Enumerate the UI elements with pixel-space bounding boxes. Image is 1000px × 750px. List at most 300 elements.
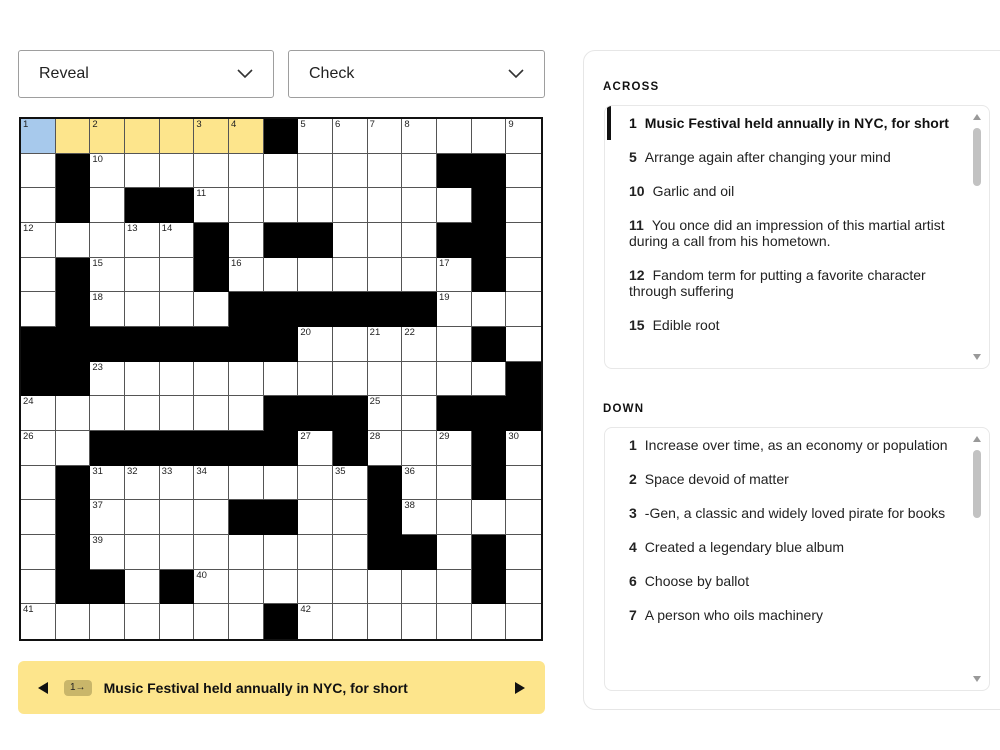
grid-cell[interactable]	[90, 500, 125, 535]
grid-cell-black	[368, 500, 403, 535]
grid-cell[interactable]	[125, 362, 160, 397]
grid-cell[interactable]	[21, 154, 56, 189]
grid-cell[interactable]	[298, 570, 333, 605]
grid-cell[interactable]	[125, 500, 160, 535]
grid-cell[interactable]	[402, 119, 437, 154]
grid-cell[interactable]	[437, 258, 472, 293]
down-scrollbar[interactable]	[973, 436, 981, 682]
down-heading: DOWN	[603, 403, 645, 415]
cell-number: 12	[23, 223, 34, 234]
grid-cell[interactable]	[368, 258, 403, 293]
grid-cell[interactable]	[437, 570, 472, 605]
grid-cell-black	[368, 535, 403, 570]
cell-number: 9	[508, 119, 514, 130]
grid-cell-black	[472, 327, 507, 362]
grid-cell[interactable]	[90, 154, 125, 189]
grid-cell-black	[56, 535, 91, 570]
grid-cell[interactable]	[368, 604, 403, 639]
grid-cell[interactable]	[160, 396, 195, 431]
grid-cell[interactable]	[56, 604, 91, 639]
down-clue-item[interactable]	[605, 598, 989, 632]
grid-cell[interactable]	[298, 466, 333, 501]
across-clue-item[interactable]	[605, 208, 989, 258]
grid-cell[interactable]	[333, 604, 368, 639]
grid-cell[interactable]	[194, 154, 229, 189]
clue-direction-badge: 1→	[64, 680, 92, 696]
grid-cell[interactable]	[472, 362, 507, 397]
cell-number: 42	[300, 604, 311, 616]
grid-cell[interactable]	[298, 258, 333, 293]
cell-number: 25	[369, 396, 381, 408]
grid-cell-black	[56, 292, 91, 327]
clue-number: 6	[629, 573, 637, 589]
grid-cell[interactable]	[264, 570, 299, 605]
cell-number: 17	[439, 257, 450, 269]
grid-cell[interactable]	[402, 223, 437, 258]
grid-cell[interactable]	[437, 604, 472, 639]
grid-cell[interactable]	[21, 396, 56, 431]
grid-cell[interactable]	[506, 466, 541, 501]
grid-cell[interactable]	[506, 223, 541, 258]
cell-number: 37	[92, 500, 103, 512]
grid-cell-black	[160, 188, 195, 223]
cell-number: 6	[335, 119, 341, 130]
grid-cell-black	[333, 431, 368, 466]
cell-number: 21	[369, 327, 381, 338]
cell-number: 38	[404, 500, 415, 512]
grid-cell[interactable]	[437, 188, 472, 223]
grid-cell[interactable]	[21, 466, 56, 501]
across-clue-item[interactable]	[605, 106, 989, 140]
grid-cell[interactable]	[229, 362, 264, 397]
grid-cell[interactable]	[333, 223, 368, 258]
grid-cell-black	[368, 466, 403, 501]
grid-cell[interactable]	[56, 223, 91, 258]
grid-cell-black	[125, 431, 160, 466]
grid-cell[interactable]	[368, 396, 403, 431]
grid-cell-black	[368, 292, 403, 327]
grid-cell[interactable]	[90, 223, 125, 258]
cell-number: 3	[196, 119, 202, 130]
across-clue-item[interactable]	[605, 258, 989, 308]
cell-number: 29	[439, 431, 450, 442]
grid-cell[interactable]	[506, 431, 541, 466]
cell-number: 32	[127, 465, 138, 477]
grid-cell[interactable]	[125, 535, 160, 570]
clue-number: 10	[629, 183, 645, 199]
cell-number: 20	[300, 327, 311, 338]
across-scrollbar[interactable]	[973, 114, 981, 360]
grid-cell[interactable]	[229, 604, 264, 639]
grid-cell[interactable]	[368, 223, 403, 258]
grid-cell[interactable]	[368, 327, 403, 362]
grid-cell[interactable]	[125, 604, 160, 639]
grid-cell[interactable]	[402, 258, 437, 293]
grid-cell[interactable]	[90, 119, 125, 154]
down-clue-item[interactable]	[605, 564, 989, 598]
current-clue-text: Music Festival held annually in NYC, for short	[103, 679, 408, 696]
down-clue-list[interactable]	[604, 427, 990, 691]
grid-cell[interactable]	[437, 362, 472, 397]
grid-cell[interactable]	[298, 535, 333, 570]
grid-cell[interactable]	[333, 466, 368, 501]
previous-clue-icon[interactable]	[36, 681, 50, 695]
grid-cell[interactable]	[194, 535, 229, 570]
grid-cell-black	[437, 154, 472, 189]
grid-cell-black	[90, 431, 125, 466]
cell-number: 5	[300, 119, 306, 130]
grid-cell[interactable]	[160, 258, 195, 293]
grid-cell-black	[264, 119, 299, 154]
scroll-down-icon[interactable]	[973, 676, 981, 682]
grid-cell-black	[264, 223, 299, 258]
grid-cell[interactable]	[90, 396, 125, 431]
grid-cell[interactable]	[229, 154, 264, 189]
clue-text: A person who oils machinery	[644, 607, 823, 623]
grid-cell-black	[229, 327, 264, 362]
down-clue-item[interactable]	[605, 530, 989, 564]
grid-cell[interactable]	[21, 431, 56, 466]
grid-cell-black	[333, 396, 368, 431]
grid-cell[interactable]	[229, 466, 264, 501]
grid-cell[interactable]	[333, 258, 368, 293]
grid-cell[interactable]	[229, 396, 264, 431]
grid-cell[interactable]	[368, 188, 403, 223]
grid-cell[interactable]	[506, 188, 541, 223]
grid-cell[interactable]	[56, 396, 91, 431]
grid-cell[interactable]	[160, 223, 195, 258]
grid-cell[interactable]	[90, 258, 125, 293]
grid-cell-black	[229, 500, 264, 535]
cell-number: 4	[231, 119, 237, 130]
grid-cell[interactable]	[90, 188, 125, 223]
grid-cell[interactable]	[402, 431, 437, 466]
grid-cell[interactable]	[298, 327, 333, 362]
grid-cell[interactable]	[506, 604, 541, 639]
grid-cell[interactable]	[402, 362, 437, 397]
cell-number: 8	[404, 119, 410, 130]
grid-cell[interactable]	[333, 327, 368, 362]
grid-cell-black	[264, 431, 299, 466]
cell-number: 26	[23, 431, 34, 442]
grid-cell-black	[194, 327, 229, 362]
clue-number: 5	[629, 149, 637, 165]
grid-cell-black	[506, 396, 541, 431]
grid-cell[interactable]	[264, 188, 299, 223]
cell-number: 31	[92, 465, 103, 477]
grid-cell[interactable]	[368, 119, 403, 154]
grid-cell[interactable]	[506, 570, 541, 605]
grid-cell[interactable]	[506, 327, 541, 362]
clue-text: Garlic and oil	[652, 183, 735, 199]
clue-number: 7	[629, 607, 637, 623]
grid-cell[interactable]	[90, 535, 125, 570]
grid-cell[interactable]	[368, 154, 403, 189]
grid-cell[interactable]	[333, 535, 368, 570]
grid-cell[interactable]	[21, 570, 56, 605]
grid-cell-black	[472, 570, 507, 605]
clue-number: 3	[629, 505, 637, 521]
grid-cell-black	[472, 466, 507, 501]
grid-cell[interactable]	[229, 119, 264, 154]
grid-cell[interactable]	[298, 119, 333, 154]
grid-cell-black	[298, 292, 333, 327]
grid-cell[interactable]	[264, 154, 299, 189]
chevron-down-icon	[237, 69, 253, 79]
grid-cell[interactable]	[194, 188, 229, 223]
grid-cell-black	[472, 431, 507, 466]
grid-cell-black	[56, 500, 91, 535]
clue-text: Fandom term for putting a favorite character through suffering	[629, 267, 926, 299]
grid-cell[interactable]	[506, 292, 541, 327]
cell-number: 28	[369, 431, 381, 442]
grid-cell-black	[160, 570, 195, 605]
cell-number: 35	[335, 465, 346, 477]
clue-text: Created a legendary blue album	[644, 539, 845, 555]
cell-number: 2	[92, 119, 98, 130]
check-dropdown[interactable]	[288, 50, 545, 98]
grid-cell[interactable]	[437, 466, 472, 501]
grid-cell[interactable]	[229, 258, 264, 293]
clue-number: 2	[629, 471, 637, 487]
scroll-thumb[interactable]	[973, 450, 981, 518]
current-clue-bar	[18, 661, 545, 714]
grid-cell[interactable]	[402, 327, 437, 362]
cell-number: 14	[161, 223, 173, 234]
cell-number: 10	[92, 153, 103, 165]
grid-cell-black	[264, 604, 299, 639]
grid-cell[interactable]	[56, 431, 91, 466]
grid-cell[interactable]	[333, 362, 368, 397]
grid-cell[interactable]	[194, 570, 229, 605]
grid-cell-black	[229, 292, 264, 327]
grid-cell[interactable]	[506, 119, 541, 154]
grid-cell[interactable]	[160, 119, 195, 154]
grid-cell[interactable]	[21, 119, 56, 154]
grid-cell[interactable]	[160, 466, 195, 501]
grid-cell[interactable]	[264, 535, 299, 570]
grid-cell[interactable]	[194, 362, 229, 397]
cell-number: 27	[300, 431, 311, 442]
cell-number: 24	[23, 396, 34, 408]
clue-text: Arrange again after changing your mind	[644, 149, 891, 165]
grid-cell[interactable]	[472, 119, 507, 154]
grid-cell[interactable]	[90, 604, 125, 639]
grid-cell[interactable]	[437, 431, 472, 466]
cell-number: 18	[92, 292, 103, 304]
grid-cell[interactable]	[298, 362, 333, 397]
grid-cell-black	[90, 327, 125, 362]
grid-cell[interactable]	[298, 500, 333, 535]
grid-cell[interactable]	[21, 188, 56, 223]
grid-cell-black	[472, 396, 507, 431]
grid-cell[interactable]	[125, 466, 160, 501]
grid-cell[interactable]	[402, 188, 437, 223]
grid-cell[interactable]	[402, 466, 437, 501]
cell-number: 33	[161, 465, 173, 477]
clue-text: Edible root	[652, 317, 720, 333]
clue-number: 1	[629, 437, 637, 453]
cell-number: 13	[127, 223, 138, 234]
grid-cell-black	[472, 154, 507, 189]
grid-cell-black	[160, 327, 195, 362]
grid-cell[interactable]	[160, 535, 195, 570]
grid-cell[interactable]	[298, 431, 333, 466]
grid-cell[interactable]	[229, 188, 264, 223]
grid-cell[interactable]	[194, 292, 229, 327]
check-dropdown-label: Check	[309, 65, 355, 82]
grid-cell[interactable]	[21, 258, 56, 293]
grid-cell-black	[160, 431, 195, 466]
grid-cell-black	[298, 223, 333, 258]
grid-cell[interactable]	[368, 362, 403, 397]
grid-cell-black	[402, 535, 437, 570]
clue-text: You once did an impression of this martial artist during a call from his hometown.	[629, 217, 945, 249]
grid-cell[interactable]	[472, 500, 507, 535]
grid-cell-black	[437, 223, 472, 258]
grid-cell[interactable]	[160, 292, 195, 327]
grid-cell-black	[125, 327, 160, 362]
across-clue-list[interactable]	[604, 105, 990, 369]
grid-cell-black	[472, 188, 507, 223]
grid-cell[interactable]	[90, 292, 125, 327]
across-clue-item[interactable]	[605, 308, 989, 342]
grid-cell[interactable]	[90, 362, 125, 397]
grid-cell[interactable]	[402, 396, 437, 431]
clue-number: 1	[629, 115, 637, 131]
grid-cell-black	[229, 431, 264, 466]
grid-cell[interactable]	[125, 292, 160, 327]
chevron-down-icon	[508, 69, 524, 79]
grid-cell-black	[264, 500, 299, 535]
across-clue-item[interactable]	[605, 140, 989, 174]
grid-cell-black	[90, 570, 125, 605]
scroll-thumb[interactable]	[973, 128, 981, 186]
grid-cell-black	[472, 535, 507, 570]
grid-cell[interactable]	[56, 119, 91, 154]
grid-cell[interactable]	[21, 292, 56, 327]
grid-cell[interactable]	[160, 500, 195, 535]
grid-cell-black	[125, 188, 160, 223]
down-clue-item[interactable]	[605, 428, 989, 462]
grid-cell[interactable]	[437, 292, 472, 327]
grid-cell[interactable]	[368, 570, 403, 605]
grid-cell[interactable]	[125, 119, 160, 154]
cell-number: 22	[404, 327, 415, 338]
grid-cell[interactable]	[333, 154, 368, 189]
grid-cell[interactable]	[506, 500, 541, 535]
grid-cell[interactable]	[90, 466, 125, 501]
grid-cell[interactable]	[437, 500, 472, 535]
grid-cell[interactable]	[229, 570, 264, 605]
grid-cell[interactable]	[160, 604, 195, 639]
cell-number: 41	[23, 604, 34, 616]
grid-cell[interactable]	[437, 327, 472, 362]
grid-cell[interactable]	[160, 362, 195, 397]
clue-number: 4	[629, 539, 637, 555]
grid-cell[interactable]	[229, 535, 264, 570]
next-clue-icon[interactable]	[513, 681, 527, 695]
clue-text: Music Festival held annually in NYC, for short	[644, 115, 949, 131]
cell-number: 11	[196, 188, 207, 200]
grid-cell[interactable]	[194, 500, 229, 535]
down-clue-item[interactable]	[605, 496, 989, 530]
grid-cell[interactable]	[402, 154, 437, 189]
grid-cell[interactable]	[506, 154, 541, 189]
cell-number: 40	[196, 569, 207, 581]
grid-cell[interactable]	[437, 535, 472, 570]
grid-cell[interactable]	[125, 223, 160, 258]
grid-cell-black	[21, 362, 56, 397]
grid-cell[interactable]	[402, 500, 437, 535]
grid-cell[interactable]	[298, 154, 333, 189]
grid-cell[interactable]	[264, 362, 299, 397]
grid-cell[interactable]	[194, 466, 229, 501]
grid-cell-black	[264, 396, 299, 431]
grid-cell[interactable]	[437, 119, 472, 154]
grid-cell[interactable]	[368, 431, 403, 466]
grid-cell-black	[21, 327, 56, 362]
grid-cell[interactable]	[21, 535, 56, 570]
grid-cell[interactable]	[21, 500, 56, 535]
grid-cell[interactable]	[298, 604, 333, 639]
reveal-dropdown[interactable]	[18, 50, 274, 98]
grid-cell[interactable]	[125, 570, 160, 605]
grid-cell[interactable]	[333, 188, 368, 223]
crossword-grid	[19, 117, 543, 641]
scroll-up-icon[interactable]	[973, 436, 981, 442]
across-clue-item[interactable]	[605, 174, 989, 208]
grid-cell[interactable]	[333, 119, 368, 154]
scroll-up-icon[interactable]	[973, 114, 981, 120]
grid-cell[interactable]	[21, 604, 56, 639]
grid-cell-black	[194, 223, 229, 258]
reveal-dropdown-label: Reveal	[39, 65, 89, 82]
scroll-down-icon[interactable]	[973, 354, 981, 360]
grid-cell[interactable]	[333, 500, 368, 535]
clue-text: Increase over time, as an economy or population	[644, 437, 948, 453]
grid-cell[interactable]	[125, 396, 160, 431]
grid-cell-black	[56, 466, 91, 501]
grid-cell[interactable]	[125, 154, 160, 189]
grid-cell[interactable]	[333, 570, 368, 605]
grid-cell[interactable]	[402, 570, 437, 605]
grid-cell[interactable]	[160, 154, 195, 189]
grid-cell[interactable]	[194, 604, 229, 639]
across-heading: ACROSS	[603, 81, 660, 93]
grid-cell[interactable]	[194, 119, 229, 154]
grid-cell[interactable]	[125, 258, 160, 293]
cell-number: 19	[439, 292, 450, 304]
grid-cell-black	[506, 362, 541, 397]
grid-cell-black	[56, 258, 91, 293]
grid-cell[interactable]	[21, 223, 56, 258]
grid-cell[interactable]	[298, 188, 333, 223]
grid-cell[interactable]	[506, 535, 541, 570]
cell-number: 36	[404, 465, 415, 477]
grid-cell[interactable]	[264, 466, 299, 501]
down-clue-item[interactable]	[605, 462, 989, 496]
grid-cell[interactable]	[402, 604, 437, 639]
grid-cell[interactable]	[472, 292, 507, 327]
grid-cell[interactable]	[264, 258, 299, 293]
grid-cell[interactable]	[472, 604, 507, 639]
cell-number: 23	[92, 361, 103, 373]
grid-cell[interactable]	[506, 258, 541, 293]
grid-cell[interactable]	[194, 396, 229, 431]
grid-cell[interactable]	[229, 223, 264, 258]
grid-cell-black	[264, 327, 299, 362]
